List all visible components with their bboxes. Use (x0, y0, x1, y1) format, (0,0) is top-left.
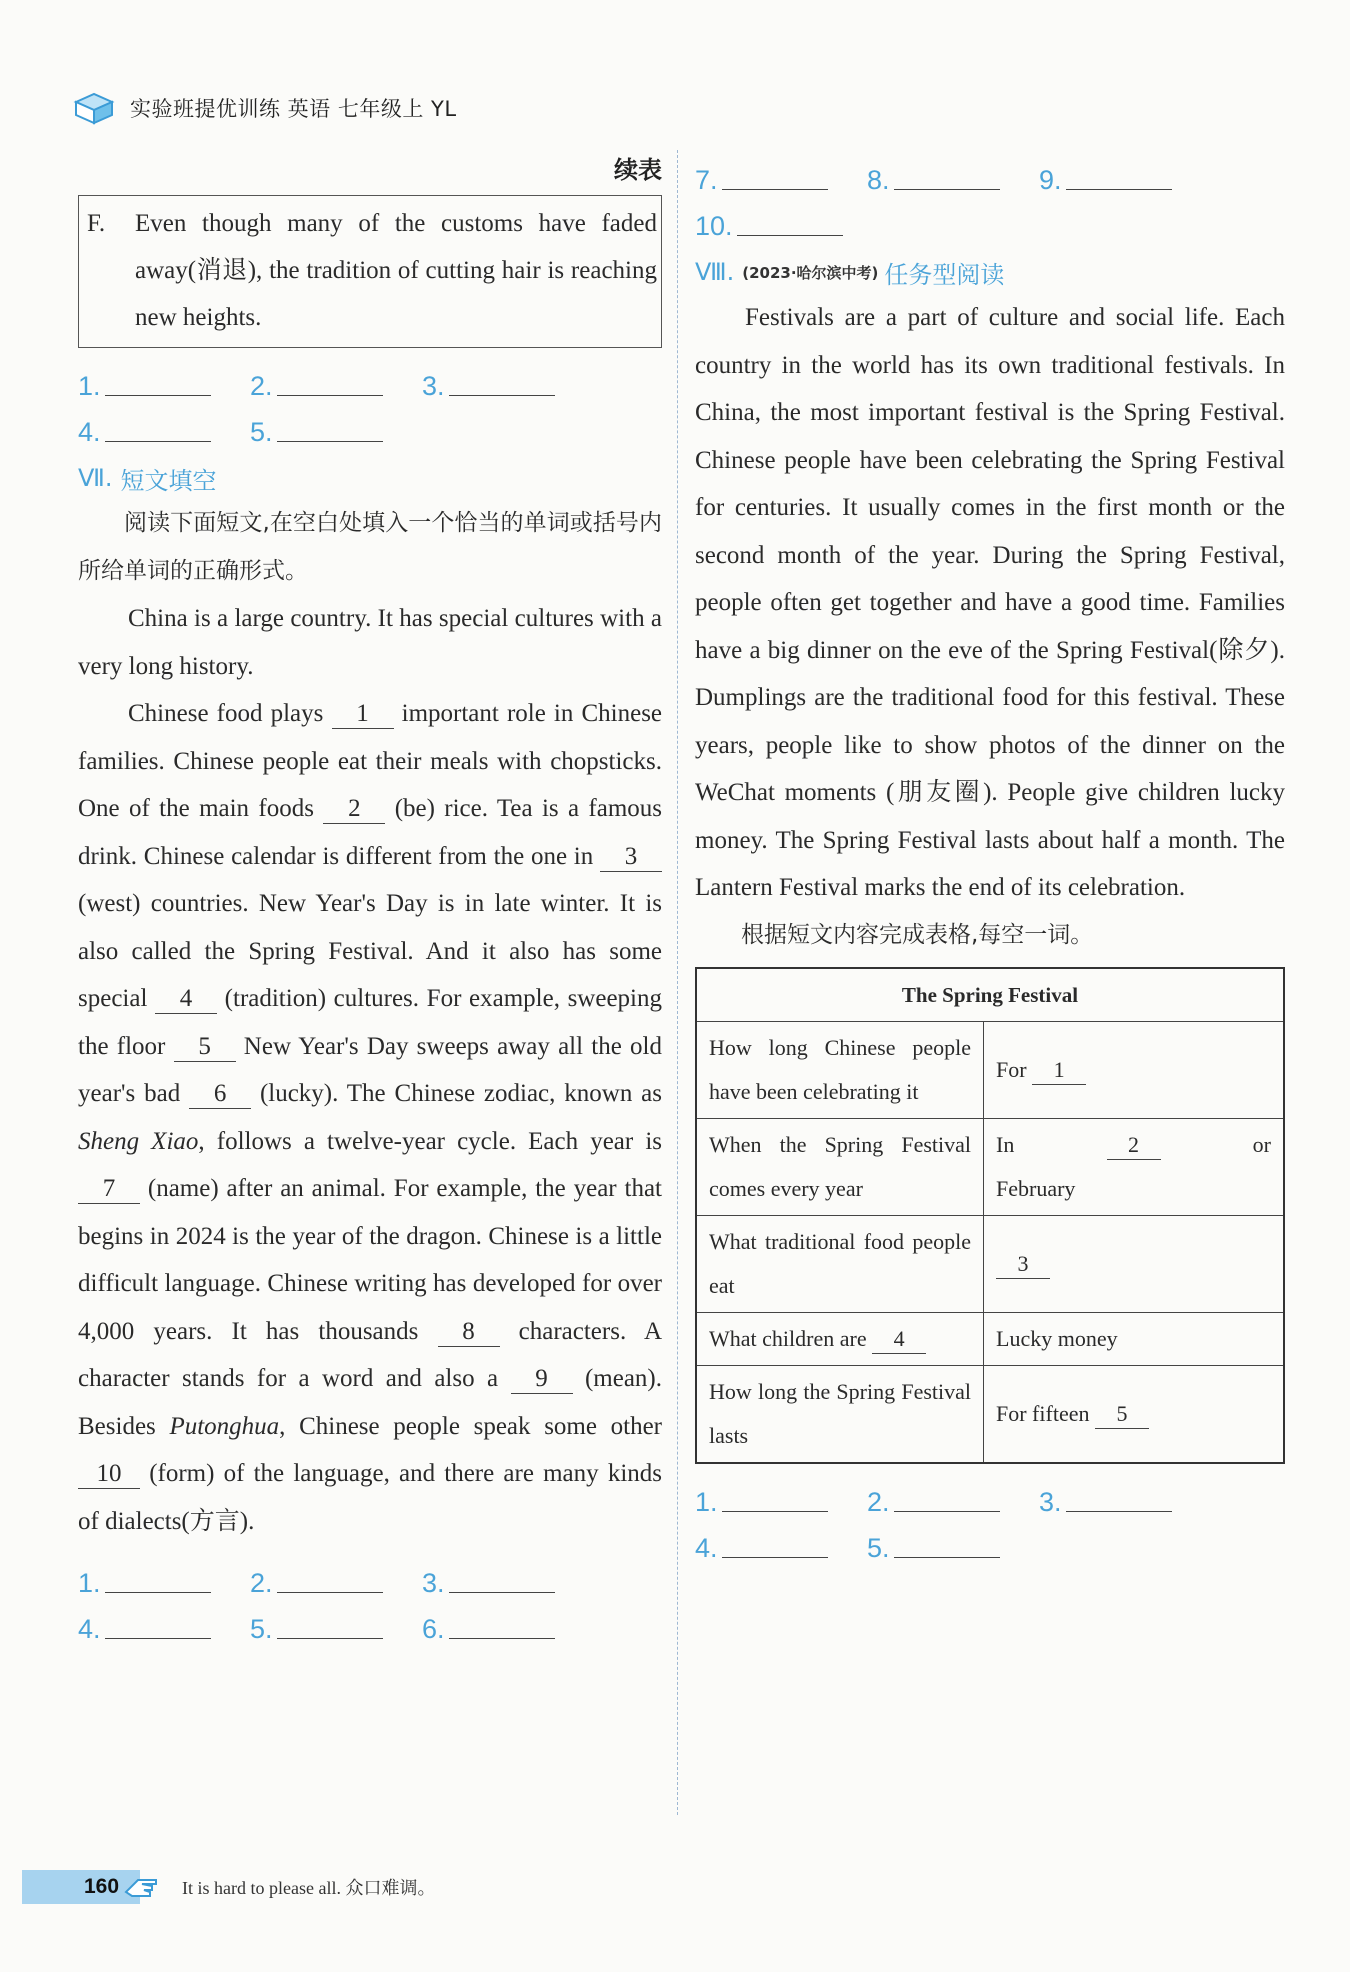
blank-9[interactable]: 9 (511, 1365, 573, 1394)
answer-blank[interactable]: 5. (250, 1599, 422, 1645)
continued-label: 续表 (614, 156, 662, 184)
answer-blank[interactable]: 2. (867, 1472, 1039, 1518)
answer-blank[interactable]: 4. (78, 1599, 250, 1645)
answer-blank[interactable]: 3. (422, 1553, 594, 1599)
answer-blanks-top (78, 356, 662, 448)
table-blank-1[interactable]: 1 (1032, 1056, 1086, 1085)
blank-3[interactable]: 3 (600, 843, 662, 872)
spring-festival-table (695, 967, 1285, 1464)
table-blank-5[interactable]: 5 (1095, 1400, 1149, 1429)
blank-2[interactable]: 2 (323, 795, 385, 824)
section-7-number: Ⅶ. (78, 464, 113, 492)
passage-paragraph-2: Chinese food plays 1 important role in Chinese families. Chinese people eat their meals with chopsticks. One of the main foods 2 (be) rice. Tea is a famous drink. Chinese calendar is different from the one in 3 (west) countries. New Year's Day is in late winter. It is also called the Spring Festival. And it also has some special 4 (tradition) cultures. For example, sweeping the floor 5 New Year's Day sweeps away all the old year's bad 6 (lucky). The Chinese zodiac, known as Sheng Xiao, follows a twelve-year cycle. Each year is 7 (name) after an animal. For example, the year that begins in 2024 is the year of the dragon. Chinese is a little difficult language. Chinese writing has developed for over 4,000 years. It has thousands 8 characters. A character stands for a word and also a 9 (mean). Besides Putonghua, Chinese people speak some other 10 (form) of the language, and there are many kinds of dialects(方言). (78, 700, 663, 1535)
page-footer (22, 1870, 435, 1904)
answer-blank[interactable]: 3. (422, 356, 594, 402)
answer-blank[interactable]: 3. (1039, 1472, 1211, 1518)
table-row: How long Chinese people have been celebrating it For 1 (696, 1022, 1284, 1119)
blank-10[interactable]: 10 (78, 1460, 140, 1489)
answer-blank[interactable]: 1. (695, 1472, 867, 1518)
blank-6[interactable]: 6 (189, 1080, 251, 1109)
answer-blank[interactable]: 7. (695, 150, 867, 196)
book-cube-icon (72, 90, 116, 126)
header-title: 实验班提优训练 英语 七年级上 YL (130, 97, 457, 121)
page-header (72, 88, 457, 128)
pointing-hand-icon (122, 1872, 162, 1902)
answer-blank[interactable]: 5. (867, 1518, 1039, 1564)
answer-blank[interactable]: 2. (250, 1553, 422, 1599)
column-divider (677, 150, 678, 1815)
answer-blank[interactable]: 10. (695, 196, 867, 242)
option-f-box (78, 195, 662, 348)
table-blank-3[interactable]: 3 (996, 1250, 1050, 1279)
table-title: The Spring Festival (696, 968, 1284, 1022)
footer-proverb: It is hard to please all. 众口难调。 (182, 1878, 436, 1898)
answer-blank[interactable]: 4. (78, 402, 250, 448)
answer-blank[interactable]: 6. (422, 1599, 594, 1645)
answer-blank[interactable]: 5. (250, 402, 422, 448)
section-8-source: (2023·哈尔滨中考) (742, 263, 879, 282)
section-8-instruction: 根据短文内容完成表格,每空一词。 (741, 921, 1094, 948)
option-f-text: Even though many of the customs have faded away(消退), the tradition of cutting hair is reaching new heights. (135, 210, 657, 331)
answer-blank[interactable]: 9. (1039, 150, 1211, 196)
blank-4[interactable]: 4 (155, 985, 217, 1014)
blank-5[interactable]: 5 (174, 1033, 236, 1062)
table-row: How long the Spring Festival lasts For fifteen 5 (696, 1366, 1284, 1464)
passage-paragraph-1: China is a large country. It has special cultures with a very long history. (78, 605, 662, 680)
blank-8[interactable]: 8 (438, 1318, 500, 1347)
reading-passage: Festivals are a part of culture and social life. Each country in the world has its own traditional festivals. In China, the most important festival is the Spring Festival. Chinese people have been celebrating the Spring Festival for centuries. It usually comes in the first month or the second month of the year. During the Spring Festival, people often get together and have a good time. Families have a big dinner on the eve of the Spring Festival(除夕). Dumplings are the traditional food for this festival. These years, people like to show photos of the dinner on the WeChat moments (朋友圈). People give children lucky money. The Spring Festival lasts about half a month. The Lantern Festival marks the end of its celebration. (695, 304, 1285, 901)
right-column (695, 150, 1285, 1564)
answer-blank[interactable]: 2. (250, 356, 422, 402)
table-row: What traditional food people eat 3 (696, 1216, 1284, 1313)
answer-blanks-table (695, 1472, 1285, 1564)
option-f-letter: F. (87, 210, 106, 237)
left-column (78, 150, 662, 1645)
section-8-heading (695, 250, 1285, 294)
answer-blanks-7-10 (695, 150, 1285, 242)
section-8-title: 任务型阅读 (884, 260, 1005, 289)
table-row: When the Spring Festival comes every year In 2 or February (696, 1119, 1284, 1216)
answer-blank[interactable]: 1. (78, 356, 250, 402)
section-8-number: Ⅷ. (695, 258, 735, 286)
section-7-heading (78, 456, 662, 500)
table-blank-2[interactable]: 2 (1107, 1131, 1161, 1160)
table-row: What children are 4 Lucky money (696, 1313, 1284, 1366)
answer-blank[interactable]: 1. (78, 1553, 250, 1599)
page-number: 160 (22, 1870, 140, 1904)
section-7-instruction: 阅读下面短文,在空白处填入一个恰当的单词或括号内所给单词的正确形式。 (78, 510, 662, 584)
answer-blank[interactable]: 4. (695, 1518, 867, 1564)
blank-7[interactable]: 7 (78, 1175, 140, 1204)
answer-blank[interactable]: 8. (867, 150, 1039, 196)
table-blank-4[interactable]: 4 (872, 1325, 926, 1354)
blank-1[interactable]: 1 (332, 700, 394, 729)
section-7-title: 短文填空 (120, 466, 217, 495)
answer-blanks-bottom (78, 1553, 662, 1645)
